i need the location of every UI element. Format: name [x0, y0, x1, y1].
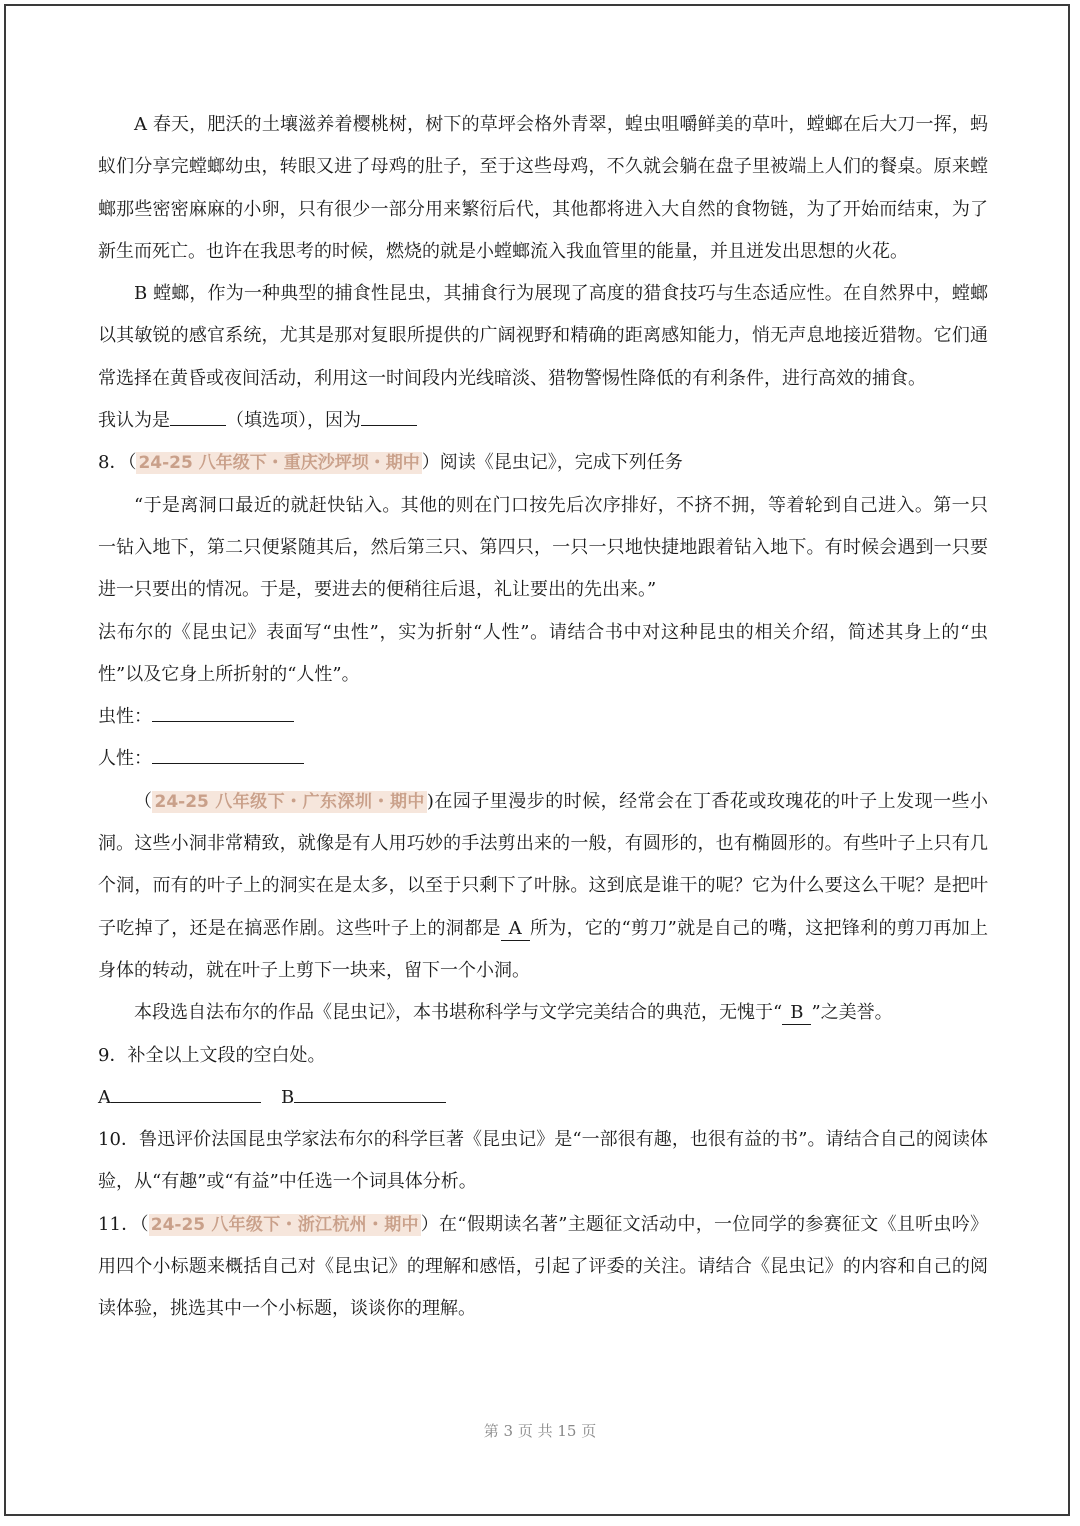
source-tag: 24-25 八年级下・重庆沙坪坝・期中 [138, 453, 420, 474]
passage-option-b: B 螳螂，作为一种典型的捕食性昆虫，其捕食行为展现了高度的猎食技巧与生态适应性。在自然界中，螳螂以其敏锐的感官系统，尤其是那对复眼所提供的广阔视野和精确的距离感知能力，悄无声息地接近猎物。它们通常选择在黄昏或夜间活动，利用这一时间段内光线暗淡、猎物警惕性降低的有利条件，进行高效的捕食。 [98, 283, 988, 389]
document-body [98, 104, 988, 1331]
page-footer: 第 3 页 共 15 页 [483, 1422, 597, 1440]
question-8-quote: “于是离洞口最近的就赶快钻入。其他的则在门口按先后次序排好，不挤不拥，等着轮到自己进入。第一只一钻入地下，第二只便紧随其后，然后第三只、第四只，一只一只地快捷地跟着钻入地下。有时候会遇到一只要进一只要出的情况。于是，要进去的便稍往后退，礼让要出的先出来。” [98, 494, 988, 601]
insect-nature-line [98, 696, 988, 738]
answer-a-label: A [98, 1086, 111, 1108]
question-9-answer-line [98, 1077, 988, 1119]
answer-b-blank[interactable] [294, 1082, 446, 1103]
choice-reason-label: （填选项），因为 [226, 410, 361, 432]
question-9-passage: （ 24-25 八年级下・广东深圳・期中 )在园子里漫步的时候，经常会在丁香花或玫瑰花的叶子上发现一些小洞。这些小洞非常精致，就像是有人用巧妙的手法剪出来的一般，有圆形的，也有椭圆形的。有些叶子上只有几个洞，而有的叶子上的洞实在是太多，以至于只剩下了叶脉。这到底是谁干的呢？它为什么要这么干呢？是把叶子吃掉了，还是在搞恶作剧。这些叶子上的洞都是 A 所为，它的“剪刀”就是自己的嘴，这把锋利的剪刀再加上身体的转动，就在叶子上剪下一块来，留下一个小洞。 [98, 790, 989, 981]
human-nature-line [98, 738, 988, 780]
choice-option-blank[interactable] [170, 405, 226, 426]
answer-b-label: B [281, 1086, 295, 1108]
passage-blank-b: B [782, 1002, 811, 1025]
source-tag: 24-25 八年级下・浙江杭州・期中 [150, 1214, 419, 1235]
choice-reason-blank[interactable] [361, 405, 417, 426]
question-8-prompt: 法布尔的《昆虫记》表面写“虫性”，实为折射“人性”。请结合书中对这种昆虫的相关介绍，简述其身上的“虫性”以及它身上所折射的“人性”。 [98, 621, 988, 685]
question-10: 10．鲁迅评价法国昆虫学家法布尔的科学巨著《昆虫记》是“一部很有趣，也很有益的书”。请结合自己的阅读体验，从“有趣”或“有益”中任选一个词具体分析。 [98, 1129, 988, 1193]
choice-line [98, 400, 988, 442]
passage-option-a: A 春天，肥沃的土壤滋养着樱桃树，树下的草坪会格外青翠，蝗虫咀嚼鲜美的草叶，螳螂在后大刀一挥，蚂蚁们分享完螳螂幼虫，转眼又进了母鸡的肚子，至于这些母鸡，不久就会躺在盘子里被端上人们的餐桌。原来螳螂那些密密麻麻的小卵，只有很少一部分用来繁衍后代，其他都将进入大自然的食物链，为了开始而结束，为了新生而死亡。也许在我思考的时候，燃烧的就是小螳螂流入我血管里的能量，并且迸发出思想的火花。 [98, 114, 988, 262]
source-tag: 24-25 八年级下・广东深圳・期中 [154, 791, 425, 812]
answer-a-blank[interactable] [111, 1082, 261, 1103]
insect-nature-label: 虫性： [98, 706, 152, 728]
choice-label: 我认为是 [98, 410, 170, 432]
question-8-heading: 8．（ 24-25 八年级下・重庆沙坪坝・期中 ）阅读《昆虫记》，完成下列任务 [98, 452, 683, 474]
human-nature-blank[interactable] [152, 743, 304, 764]
question-9-source: 本段选自法布尔的作品《昆虫记》，本书堪称科学与文学完美结合的典范，无愧于“ B ”之美誉。 [134, 1002, 893, 1024]
human-nature-label: 人性： [98, 748, 152, 770]
passage-blank-a: A [501, 918, 530, 941]
question-11: 11．（ 24-25 八年级下・浙江杭州・期中 ）在“假期读名著”主题征文活动中，一位同学的参赛征文《且听虫吟》用四个小标题来概括自己对《昆虫记》的理解和感悟，引起了评委的关注。请结合《昆虫记》的内容和自己的阅读体验，挑选其中一个小标题，谈谈你的理解。 [98, 1213, 988, 1320]
question-9-text: 9．补全以上文段的空白处。 [98, 1044, 326, 1066]
insect-nature-blank[interactable] [152, 701, 294, 722]
